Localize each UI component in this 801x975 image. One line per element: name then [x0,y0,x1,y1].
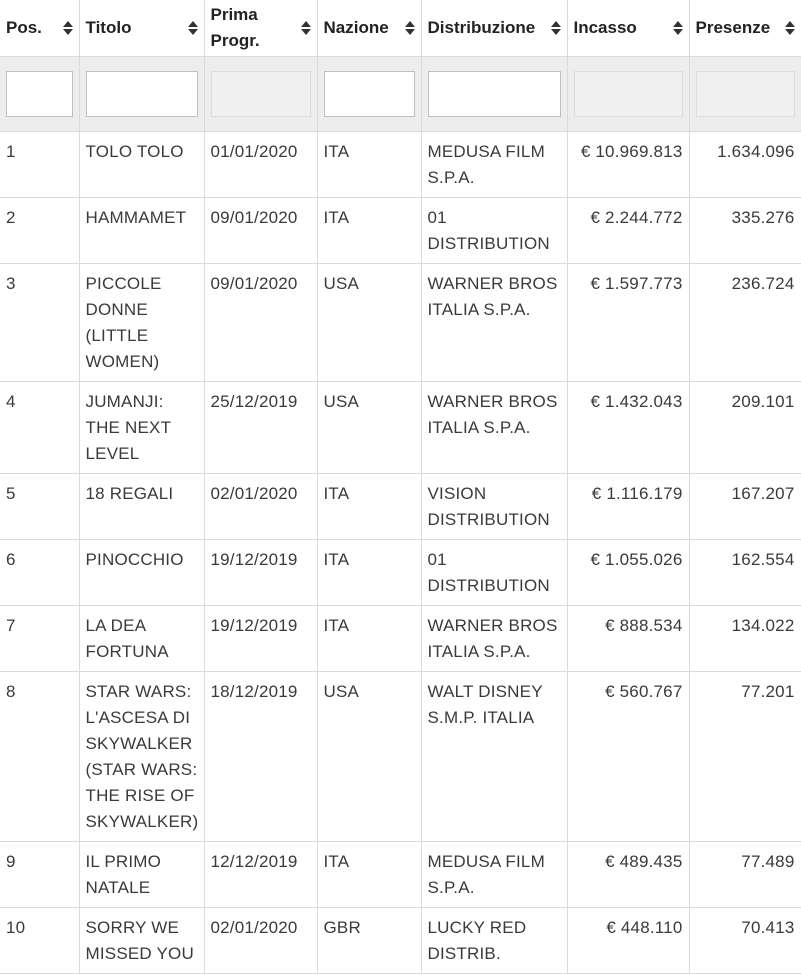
table-row[interactable] [0,606,801,672]
cell-pos: 7 [0,606,79,672]
sort-icon[interactable] [673,21,683,35]
filter-cell [421,57,567,132]
cell-presenze: 236.724 [689,264,801,382]
cell-titolo: 18 REGALI [79,474,204,540]
cell-distribuzione: MEDUSA FILM S.P.A. [421,132,567,198]
cell-presenze: 167.207 [689,474,801,540]
filter-input-incasso [574,71,683,117]
cell-presenze: 162.554 [689,540,801,606]
sort-icon[interactable] [405,21,415,35]
cell-incasso: € 10.969.813 [567,132,689,198]
cell-prima-progr: 02/01/2020 [204,908,317,974]
cell-prima-progr: 12/12/2019 [204,842,317,908]
sort-icon[interactable] [551,21,561,35]
col-header-label: Incasso [573,18,637,37]
cell-incasso: € 1.432.043 [567,382,689,474]
filter-cell [204,57,317,132]
cell-pos: 9 [0,842,79,908]
col-header-nazione[interactable] [317,0,421,57]
table-row[interactable] [0,908,801,974]
cell-presenze: 70.413 [689,908,801,974]
cell-nazione: ITA [317,842,421,908]
filter-input-presenze [696,71,795,117]
table-row[interactable] [0,132,801,198]
cell-prima-progr: 25/12/2019 [204,382,317,474]
cell-titolo: STAR WARS: L'ASCESA DI SKYWALKER (STAR WARS: THE RISE OF SKYWALKER) [79,672,204,842]
cell-distribuzione: LUCKY RED DISTRIB. [421,908,567,974]
cell-nazione: ITA [317,474,421,540]
sort-icon[interactable] [301,21,311,35]
filter-input-distribuzione[interactable] [428,71,561,117]
cell-incasso: € 1.116.179 [567,474,689,540]
cell-prima-progr: 01/01/2020 [204,132,317,198]
cell-nazione: USA [317,264,421,382]
cell-distribuzione: WALT DISNEY S.M.P. ITALIA [421,672,567,842]
cell-nazione: ITA [317,132,421,198]
cell-titolo: LA DEA FORTUNA [79,606,204,672]
cell-distribuzione: MEDUSA FILM S.P.A. [421,842,567,908]
cell-prima-progr: 02/01/2020 [204,474,317,540]
cell-presenze: 134.022 [689,606,801,672]
cell-pos: 10 [0,908,79,974]
cell-titolo: PINOCCHIO [79,540,204,606]
cell-prima-progr: 19/12/2019 [204,540,317,606]
table-row[interactable] [0,842,801,908]
table-row[interactable] [0,540,801,606]
cell-titolo: PICCOLE DONNE (LITTLE WOMEN) [79,264,204,382]
col-header-label: Nazione [323,18,389,37]
sort-icon[interactable] [785,21,795,35]
cell-incasso: € 560.767 [567,672,689,842]
filter-cell [79,57,204,132]
table-body [0,132,801,974]
cell-distribuzione: WARNER BROS ITALIA S.P.A. [421,382,567,474]
cell-incasso: € 448.110 [567,908,689,974]
table-row[interactable] [0,198,801,264]
cell-pos: 6 [0,540,79,606]
cell-prima-progr: 09/01/2020 [204,198,317,264]
cell-presenze: 1.634.096 [689,132,801,198]
cell-distribuzione: VISION DISTRIBUTION [421,474,567,540]
cell-prima-progr: 09/01/2020 [204,264,317,382]
cell-distribuzione: WARNER BROS ITALIA S.P.A. [421,264,567,382]
cell-presenze: 77.489 [689,842,801,908]
cell-incasso: € 2.244.772 [567,198,689,264]
header-row [0,0,801,57]
col-header-label: Pos. [6,18,42,37]
cell-prima-progr: 18/12/2019 [204,672,317,842]
col-header-incasso[interactable] [567,0,689,57]
col-header-label: Titolo [85,18,132,37]
cell-titolo: JUMANJI: THE NEXT LEVEL [79,382,204,474]
cell-pos: 5 [0,474,79,540]
col-header-distribuzione[interactable] [421,0,567,57]
cell-pos: 3 [0,264,79,382]
cell-titolo: HAMMAMET [79,198,204,264]
table-row[interactable] [0,672,801,842]
cell-prima-progr: 19/12/2019 [204,606,317,672]
filter-input-nazione[interactable] [324,71,415,117]
cell-titolo: IL PRIMO NATALE [79,842,204,908]
cell-pos: 8 [0,672,79,842]
cell-pos: 1 [0,132,79,198]
cell-nazione: ITA [317,540,421,606]
cell-nazione: USA [317,382,421,474]
col-header-label: Prima Progr. [210,5,260,50]
table-row[interactable] [0,382,801,474]
cell-presenze: 209.101 [689,382,801,474]
filter-cell [689,57,801,132]
cell-nazione: USA [317,672,421,842]
col-header-pos[interactable] [0,0,79,57]
col-header-label: Distribuzione [427,18,536,37]
sort-icon[interactable] [188,21,198,35]
cell-distribuzione: 01 DISTRIBUTION [421,540,567,606]
col-header-presenze[interactable] [689,0,801,57]
table-row[interactable] [0,474,801,540]
cell-pos: 4 [0,382,79,474]
cell-incasso: € 1.597.773 [567,264,689,382]
filter-cell [317,57,421,132]
filter-cell [567,57,689,132]
cell-distribuzione: 01 DISTRIBUTION [421,198,567,264]
cell-nazione: ITA [317,606,421,672]
filter-input-prima-progr [211,71,311,117]
col-header-titolo[interactable] [79,0,204,57]
cell-presenze: 335.276 [689,198,801,264]
cell-distribuzione: WARNER BROS ITALIA S.P.A. [421,606,567,672]
table-row[interactable] [0,264,801,382]
filter-input-titolo[interactable] [86,71,198,117]
cell-nazione: ITA [317,198,421,264]
filter-row [0,57,801,132]
cell-nazione: GBR [317,908,421,974]
col-header-prima-progr[interactable] [204,0,317,57]
cell-incasso: € 1.055.026 [567,540,689,606]
cell-presenze: 77.201 [689,672,801,842]
filter-cell [0,57,79,132]
cell-titolo: SORRY WE MISSED YOU [79,908,204,974]
col-header-label: Presenze [695,18,771,37]
cell-titolo: TOLO TOLO [79,132,204,198]
filter-input-pos[interactable] [6,71,73,117]
cell-pos: 2 [0,198,79,264]
cell-incasso: € 489.435 [567,842,689,908]
sort-icon[interactable] [63,21,73,35]
cell-incasso: € 888.534 [567,606,689,672]
